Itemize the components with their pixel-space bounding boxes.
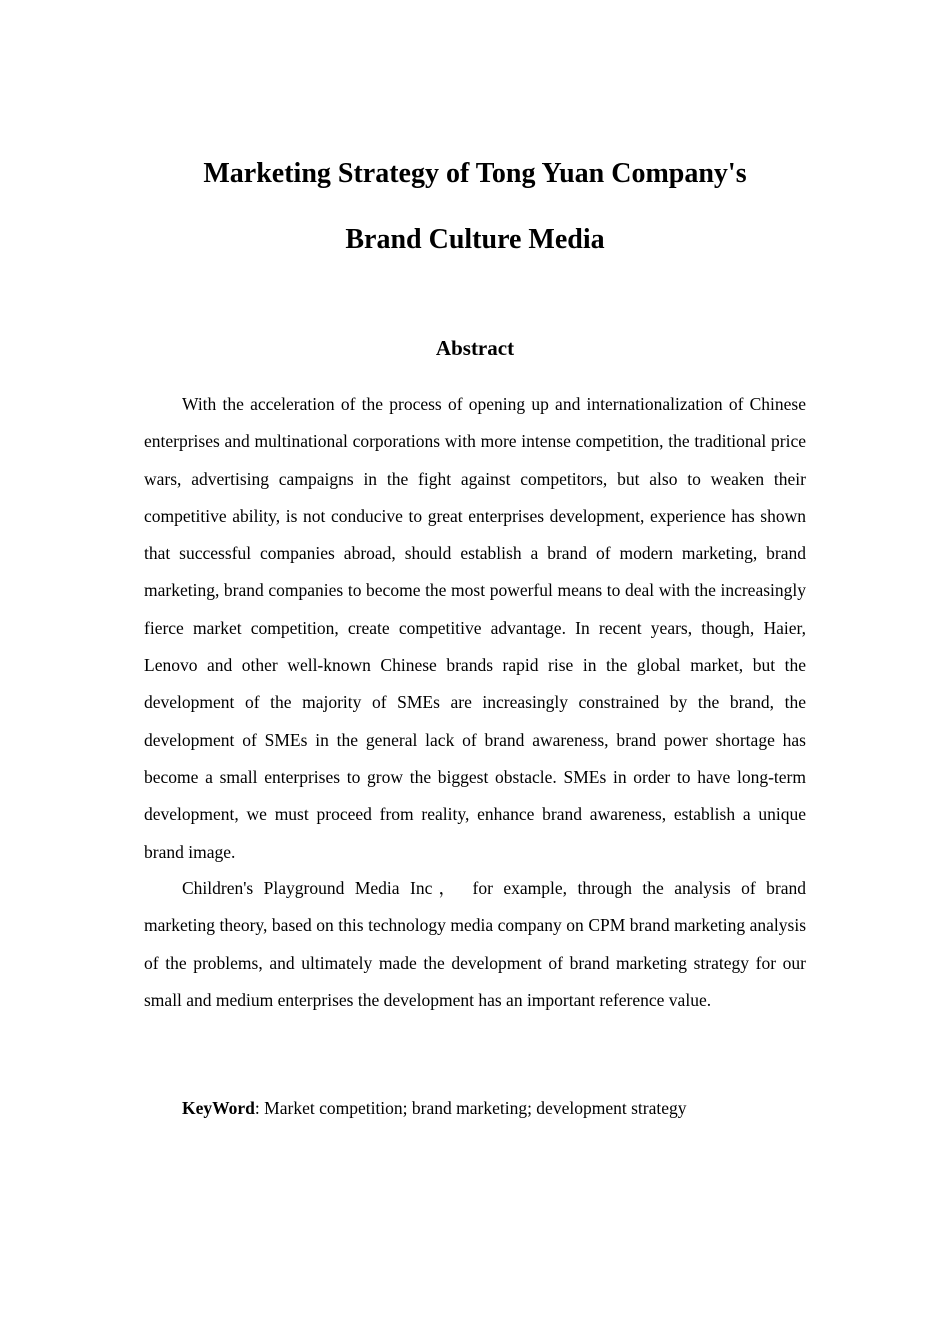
abstract-paragraph-1: With the acceleration of the process of opening up and internationalization of Chinese enterprises and multinational corporations with more intense competition, the traditional price wars, advertising campaigns in the fight against competitors, but also to weaken their competitive ability, is not conducive to great enterprises development, experience has shown that successful companies abroad, should establish a brand of modern marketing, brand marketing, brand companies to become the most powerful means to deal with the increasingly fierce market competition, create competitive advantage. In recent years, though, Haier, Lenovo and other well-known Chinese brands rapid rise in the global market, but the development of the majority of SMEs are increasingly constrained by the brand, the development of SMEs in the general lack of brand awareness, brand power shortage has become a small enterprises to grow the biggest obstacle. SMEs in order to have long-term development, we must proceed from reality, enhance brand awareness, establish a unique brand image. xyxy=(144,394,806,862)
paper-title-line-2: Brand Culture Media xyxy=(345,224,605,255)
keywords-line xyxy=(182,1094,806,1122)
keywords-label: KeyWord xyxy=(182,1098,255,1118)
abstract-heading: Abstract xyxy=(435,336,515,360)
abstract-paragraph-2: Children's Playground Media Inc， for example, through the analysis of brand marketing theory, based on this technology media company on CPM brand marketing analysis of the problems, and ultimately made the development of brand marketing strategy for our small and medium enterprises the development has an important reference value. xyxy=(144,878,806,1010)
keywords-text: : Market competition; brand marketing; development strategy xyxy=(254,1098,687,1118)
paper-title-line-1: Marketing Strategy of Tong Yuan Company's xyxy=(203,158,747,189)
